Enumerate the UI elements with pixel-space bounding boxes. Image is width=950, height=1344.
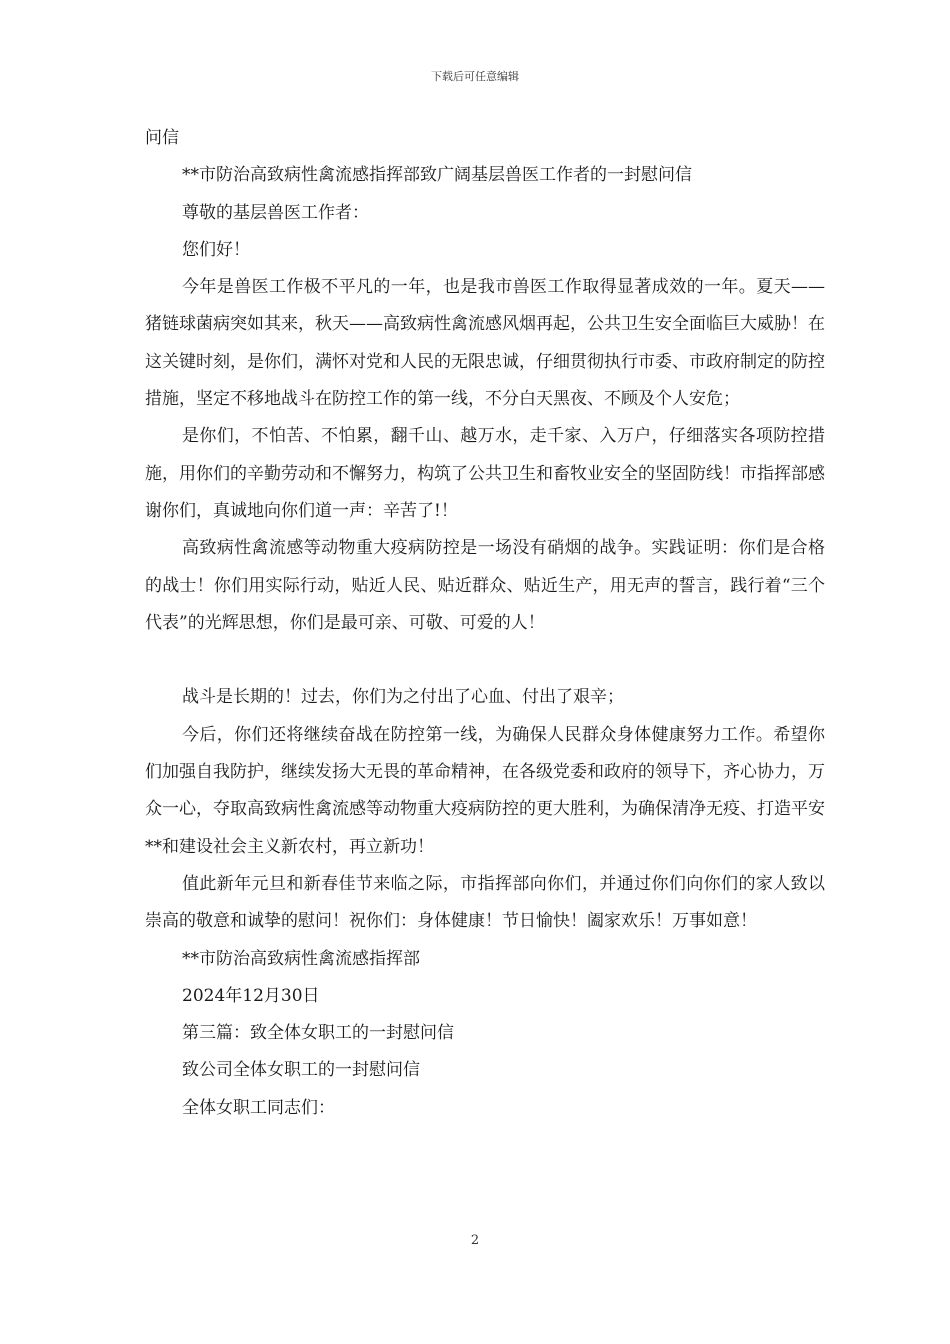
paragraph: 是你们，不怕苦、不怕累，翻千山、越万水，走千家、入万户，仔细落实各项防控措施，用你们的辛勤劳动和不懈努力，构筑了公共卫生和畜牧业安全的坚固防线！市指挥部感谢你们，真诚地向你们道一声：辛苦了!！: [145, 426, 825, 521]
salutation: 尊敬的基层兽医工作者：: [182, 202, 369, 223]
signature-date: 2024年12月30日: [182, 985, 320, 1006]
paragraph: 今后，你们还将继续奋战在防控第一线，为确保人民群众身体健康努力工作。希望你们加强自我防护，继续发扬大无畏的革命精神，在各级党委和政府的领导下，齐心协力，万众一心，夺取高致病性禽流感等动物重大疫病防控的更大胜利，为确保清净无疫、打造平安**和建设社会主义新农村，再立新功！: [145, 724, 825, 857]
letter-title: 致公司全体女职工的一封慰问信: [182, 1060, 420, 1081]
page-header: 下载后可任意编辑: [431, 70, 519, 83]
blank-line: [145, 642, 825, 679]
letter-title: **市防治高致病性禽流感指挥部致广阔基层兽医工作者的一封慰问信: [182, 165, 692, 186]
signature-organization: **市防治高致病性禽流感指挥部: [182, 948, 420, 969]
document-body: [145, 120, 825, 1127]
paragraph: 值此新年元旦和新春佳节来临之际，市指挥部向你们，并通过你们向你们的家人致以崇高的敬意和诚挚的慰问！祝你们：身体健康！节日愉快！阖家欢乐！万事如意！: [145, 873, 825, 932]
salutation: 全体女职工同志们：: [182, 1097, 335, 1118]
paragraph: 今年是兽医工作极不平凡的一年，也是我市兽医工作取得显著成效的一年。夏天——猪链球菌病突如其来，秋天——高致病性禽流感风烟再起，公共卫生安全面临巨大威胁！在这关键时刻，是你们，满怀对党和人民的无限忠诚，仔细贯彻执行市委、市政府制定的防控措施，坚定不移地战斗在防控工作的第一线，不分白天黑夜、不顾及个人安危；: [145, 277, 825, 410]
paragraph-continuation: 问信: [145, 128, 179, 148]
paragraph: 战斗是长期的！过去，你们为之付出了心血、付出了艰辛；: [182, 687, 624, 708]
greeting: 您们好！: [182, 239, 250, 260]
section-title: 第三篇：致全体女职工的一封慰问信: [182, 1023, 454, 1044]
paragraph: 高致病性禽流感等动物重大疫病防控是一场没有硝烟的战争。实践证明：你们是合格的战士！你们用实际行动，贴近人民、贴近群众、贴近生产，用无声的誓言，践行着“三个代表”的光辉思想，你们是最可亲、可敬、可爱的人！: [145, 538, 825, 633]
page-number: 2: [470, 1233, 480, 1248]
